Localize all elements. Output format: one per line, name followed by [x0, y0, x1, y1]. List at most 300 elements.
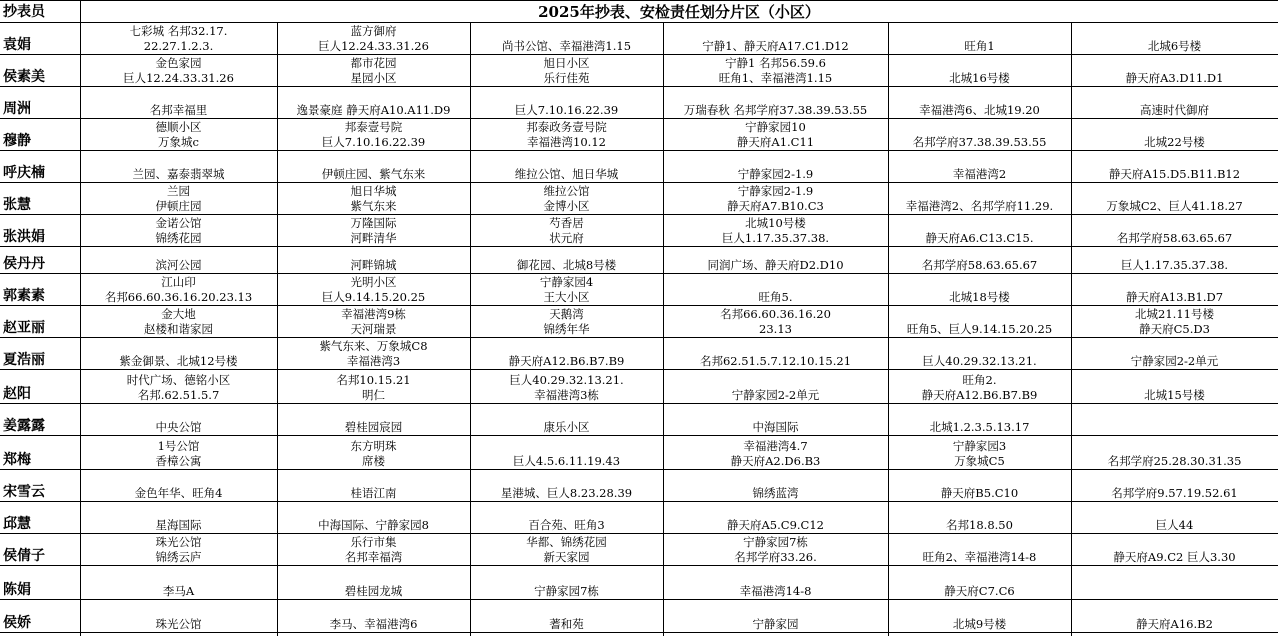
cell-line: 宁静1 名邦56.59.6: [725, 56, 826, 70]
cell-line: 同润广场、静天府D2.D10: [707, 258, 844, 272]
table-cell: [470, 565, 663, 599]
cell-line: 静天府A3.D11.D1: [1125, 71, 1224, 85]
grid-line-horizontal: [0, 501, 1278, 502]
cell-line: 名邦学府37.38.39.53.55: [912, 135, 1047, 149]
cell-line: 金博小区: [543, 199, 590, 213]
cell-line: 珠光公馆: [155, 617, 202, 631]
table-cell: [470, 469, 663, 501]
cell-line: 桂语江南: [350, 486, 397, 500]
cell-line: 珠光公馆: [155, 535, 202, 549]
table-cell: [470, 214, 663, 246]
table-cell: [888, 86, 1071, 118]
cell-line: 康乐小区: [543, 420, 590, 434]
cell-line: 静天府C7.C6: [944, 584, 1015, 598]
table-cell: [277, 337, 470, 369]
cell-line: 席楼: [362, 454, 385, 468]
cell-line: 幸福港湾3: [346, 354, 401, 368]
cell-line: 名邦学府25.28.30.31.35: [1107, 454, 1242, 468]
table-cell: [80, 118, 277, 150]
table-cell: [888, 273, 1071, 305]
cell-line: 华都、锦绣花园: [526, 535, 607, 549]
cell-line: 名邦.62.51.5.7: [137, 388, 220, 402]
cell-line: 紫金御景、北城12号楼: [119, 354, 238, 368]
table-cell: [470, 54, 663, 86]
table-cell: [470, 533, 663, 565]
table-cell: [888, 246, 1071, 273]
table-cell: [80, 54, 277, 86]
table-cell: [1071, 118, 1278, 150]
row-name: 郭素素: [3, 288, 45, 304]
cell-line: 名邦学府58.63.65.67: [921, 258, 1038, 272]
cell-line: 静天府A9.C2 巨人3.30: [1113, 550, 1236, 564]
cell-line: 碧桂园龙城: [344, 584, 403, 598]
table-cell: [470, 369, 663, 403]
cell-line: 中海国际、宁静家园8: [318, 518, 429, 532]
grid-line-horizontal: [0, 435, 1278, 436]
cell-line: 幸福港湾3栋: [534, 388, 599, 402]
table-cell: [1071, 565, 1278, 599]
grid-line-horizontal: [0, 246, 1278, 247]
table-cell: [80, 246, 277, 273]
cell-line: 巨人40.29.32.13.21.: [509, 373, 624, 387]
table-cell: [1071, 599, 1278, 632]
cell-line: 紫气东来: [350, 199, 397, 213]
cell-line: 静天府A12.B6.B7.B9: [508, 354, 625, 368]
table-cell: [80, 182, 277, 214]
table-cell: [888, 599, 1071, 632]
cell-line: 都市花园: [350, 56, 397, 70]
table-cell: [663, 150, 888, 182]
table-cell: [277, 305, 470, 337]
cell-line: 御花园、北城8号楼: [516, 258, 617, 272]
row-name: 呼庆楠: [3, 165, 45, 181]
table-cell: [470, 273, 663, 305]
cell-line: 伊顿庄园、紫气东来: [321, 167, 426, 181]
row-name: 张慧: [3, 197, 31, 213]
table-cell: [470, 246, 663, 273]
cell-line: 旺角5.: [758, 290, 793, 304]
row-name: 侯倩子: [3, 548, 45, 564]
cell-line: 万象城C5: [954, 454, 1005, 468]
table-cell: [277, 565, 470, 599]
table-cell: [663, 599, 888, 632]
cell-line: 百合苑、旺角3: [528, 518, 605, 532]
grid-line-horizontal: [0, 54, 1278, 55]
cell-line: 万象城c: [158, 135, 199, 149]
cell-line: 北城18号楼: [949, 290, 1010, 304]
table-cell: [80, 369, 277, 403]
row-name: 赵阳: [3, 386, 31, 402]
table-cell: [80, 435, 277, 469]
grid-line-vertical: [470, 22, 471, 636]
cell-line: 静天府B5.C10: [940, 486, 1019, 500]
cell-line: 维拉公馆: [543, 184, 590, 198]
cell-line: 北城16号楼: [949, 71, 1010, 85]
cell-line: 巨人44: [1155, 518, 1194, 532]
cell-line: 旺角2.: [962, 373, 997, 387]
table-cell: [663, 305, 888, 337]
table-cell: [277, 150, 470, 182]
grid-line-horizontal: [0, 214, 1278, 215]
grid-line-horizontal: [0, 632, 1278, 633]
cell-line: 宁静家园2-1.9: [737, 167, 814, 181]
cell-line: 邦泰壹号院: [344, 120, 403, 134]
table-cell: [1071, 369, 1278, 403]
table-cell: [277, 22, 470, 54]
table-cell: [1071, 150, 1278, 182]
row-name: 侯丹丹: [3, 256, 45, 272]
table-cell: [470, 501, 663, 533]
cell-line: 名邦学府58.63.65.67: [1116, 231, 1233, 245]
table-cell: [663, 273, 888, 305]
table-cell: [663, 369, 888, 403]
table-cell: [1071, 337, 1278, 369]
grid-line-horizontal: [0, 150, 1278, 151]
cell-line: 邦泰政务壹号院: [526, 120, 607, 134]
table-cell: [663, 435, 888, 469]
cell-line: 巨人1.17.35.37.38.: [721, 231, 830, 245]
table-cell: [888, 403, 1071, 435]
table-cell: [80, 501, 277, 533]
cell-line: 李马、幸福港湾6: [329, 617, 418, 631]
cell-line: 静天府A13.B1.D7: [1125, 290, 1224, 304]
row-name: 郑梅: [3, 452, 31, 468]
cell-line: 德顺小区: [155, 120, 202, 134]
grid-line-horizontal: [0, 369, 1278, 370]
table-cell: [277, 118, 470, 150]
cell-line: 时代广场、德铭小区: [126, 373, 231, 387]
table-cell: [470, 150, 663, 182]
cell-line: 万隆国际: [350, 216, 397, 230]
cell-line: 李马A: [162, 584, 195, 598]
cell-line: 光明小区: [350, 275, 397, 289]
cell-line: 宁静家园: [752, 617, 799, 631]
table-cell: [80, 22, 277, 54]
cell-line: 旭日小区: [543, 56, 590, 70]
table-cell: [663, 403, 888, 435]
table-cell: [663, 118, 888, 150]
cell-line: 巨人12.24.33.31.26: [318, 39, 429, 53]
cell-line: 巨人4.5.6.11.19.43: [512, 454, 621, 468]
table-cell: [470, 305, 663, 337]
cell-line: 河畔清华: [350, 231, 397, 245]
grid-line-horizontal: [0, 533, 1278, 534]
table-cell: [663, 214, 888, 246]
cell-line: 旺角2、幸福港湾14-8: [922, 550, 1037, 564]
cell-line: 星港城、巨人8.23.28.39: [500, 486, 633, 500]
cell-line: 金色年华、旺角4: [134, 486, 223, 500]
row-name: 夏浩丽: [3, 352, 45, 368]
row-name: 邱慧: [3, 516, 31, 532]
cell-line: 静天府A16.B2: [1136, 617, 1213, 631]
table-cell: [277, 273, 470, 305]
table-cell: [663, 22, 888, 54]
table-cell: [470, 86, 663, 118]
table-cell: [80, 599, 277, 632]
table-cell: [80, 150, 277, 182]
table-cell: [277, 533, 470, 565]
cell-line: 河畔锦城: [350, 258, 397, 272]
table-cell: [1071, 533, 1278, 565]
table-cell: [1071, 501, 1278, 533]
cell-line: 幸福港湾6、北城19.20: [919, 103, 1040, 117]
row-name: 侯素美: [3, 69, 45, 85]
cell-line: 旭日华城: [350, 184, 397, 198]
cell-line: 明仁: [362, 388, 385, 402]
cell-line: 巨人1.17.35.37.38.: [1120, 258, 1229, 272]
table-cell: [1071, 22, 1278, 54]
table-cell: [663, 469, 888, 501]
cell-line: 东方明珠: [350, 439, 397, 453]
cell-line: 宁静家园2-2单元: [731, 388, 820, 402]
cell-line: 巨人40.29.32.13.21.: [922, 354, 1037, 368]
cell-line: 万象城C2、巨人41.18.27: [1106, 199, 1243, 213]
grid-line-horizontal: [0, 599, 1278, 600]
cell-line: 巨人7.10.16.22.39: [514, 103, 619, 117]
table-cell: [1071, 403, 1278, 435]
table-cell: [1071, 86, 1278, 118]
cell-line: 滨河公园: [155, 258, 202, 272]
cell-line: 静天府A6.C13.C15.: [925, 231, 1034, 245]
cell-line: 中海国际: [752, 420, 799, 434]
cell-line: 王大小区: [543, 290, 590, 304]
cell-line: 静天府A1.C11: [736, 135, 815, 149]
table-cell: [470, 337, 663, 369]
cell-line: 天鹅湾: [549, 307, 584, 321]
grid-line-vertical: [888, 22, 889, 636]
cell-line: 静天府A2.D6.B3: [730, 454, 821, 468]
cell-line: 1号公馆: [157, 439, 200, 453]
table-cell: [1071, 469, 1278, 501]
cell-line: 中央公馆: [155, 420, 202, 434]
cell-line: 金色家园: [155, 56, 202, 70]
cell-line: 名邦10.15.21: [336, 373, 411, 387]
table-cell: [80, 469, 277, 501]
cell-line: 名邦66.60.36.16.20: [720, 307, 831, 321]
header-name-column: 抄表员: [3, 4, 45, 20]
cell-line: 静天府A15.D5.B11.B12: [1108, 167, 1241, 181]
grid-line-vertical: [277, 22, 278, 636]
cell-line: 尚书公馆、幸福港湾1.15: [501, 39, 632, 53]
grid-line-horizontal: [0, 22, 1278, 23]
cell-line: 名邦66.60.36.16.20.23.13: [104, 290, 253, 304]
grid-line-horizontal: [0, 86, 1278, 87]
table-cell: [470, 118, 663, 150]
row-name: 姜露露: [3, 418, 45, 434]
table-cell: [888, 533, 1071, 565]
cell-line: 芍香居: [549, 216, 584, 230]
cell-line: 幸福港湾2、名邦学府11.29.: [905, 199, 1054, 213]
cell-line: 北城9号楼: [952, 617, 1007, 631]
table-cell: [888, 305, 1071, 337]
grid-line-horizontal: [0, 565, 1278, 566]
cell-line: 名邦幸福湾: [344, 550, 403, 564]
grid-line-horizontal: [0, 273, 1278, 274]
row-name: 赵亚丽: [3, 320, 45, 336]
table-cell: [1071, 54, 1278, 86]
cell-line: 星园小区: [350, 71, 397, 85]
cell-line: 逸景豪庭 静天府A10.A11.D9: [296, 103, 451, 117]
cell-line: 巨人9.14.15.20.25: [321, 290, 426, 304]
table-cell: [1071, 182, 1278, 214]
table-cell: [277, 369, 470, 403]
table-cell: [80, 565, 277, 599]
cell-line: 北城1.2.3.5.13.17: [929, 420, 1030, 434]
cell-line: 幸福港湾14-8: [739, 584, 812, 598]
cell-line: 江山印: [161, 275, 196, 289]
table-cell: [277, 469, 470, 501]
row-name: 陈娟: [3, 582, 31, 598]
grid-line-horizontal: [0, 403, 1278, 404]
cell-line: 兰园: [167, 184, 190, 198]
cell-line: 名邦学府33.26.: [734, 550, 817, 564]
table-cell: [277, 86, 470, 118]
cell-line: 23.13: [759, 322, 792, 336]
cell-line: 名邦62.51.5.7.12.10.15.21: [699, 354, 852, 368]
table-title: 2025年抄表、安检责任划分片区（小区）: [538, 2, 820, 21]
cell-line: 碧桂园宸园: [344, 420, 403, 434]
table-cell: [663, 337, 888, 369]
table-cell: [888, 150, 1071, 182]
row-name: 侯娇: [3, 615, 31, 631]
cell-line: 锦绣云庐: [155, 550, 202, 564]
table-cell: [888, 22, 1071, 54]
cell-line: 锦绣花园: [155, 231, 202, 245]
table-cell: [1071, 273, 1278, 305]
cell-line: 星海国际: [155, 518, 202, 532]
cell-line: 静天府A5.C9.C12: [727, 518, 824, 532]
table-cell: [470, 182, 663, 214]
table-cell: [1071, 305, 1278, 337]
cell-line: 金诺公馆: [155, 216, 202, 230]
cell-line: 静天府A7.B10.C3: [727, 199, 824, 213]
cell-line: 22.27.1.2.3.: [143, 39, 214, 53]
table-cell: [663, 246, 888, 273]
cell-line: 锦绣年华: [543, 322, 590, 336]
table-cell: [888, 214, 1071, 246]
cell-line: 旺角1: [964, 39, 995, 53]
cell-line: 宁静家园4: [539, 275, 594, 289]
table-cell: [277, 54, 470, 86]
cell-line: 旺角1、幸福港湾1.15: [718, 71, 833, 85]
cell-line: 锦绣蓝湾: [752, 486, 799, 500]
cell-line: 宁静家园2-2单元: [1130, 354, 1219, 368]
table-cell: [80, 214, 277, 246]
cell-line: 高速时代御府: [1140, 103, 1209, 117]
table-cell: [888, 501, 1071, 533]
cell-line: 天河瑞景: [350, 322, 397, 336]
table-cell: [888, 118, 1071, 150]
table-cell: [888, 337, 1071, 369]
table-cell: [663, 86, 888, 118]
table-cell: [277, 214, 470, 246]
table-cell: [470, 403, 663, 435]
table-cell: [80, 403, 277, 435]
table-cell: [663, 565, 888, 599]
grid-line-vertical: [80, 0, 81, 636]
cell-line: 北城22号楼: [1144, 135, 1205, 149]
table-cell: [277, 435, 470, 469]
cell-line: 北城10号楼: [745, 216, 806, 230]
cell-line: 北城15号楼: [1144, 388, 1205, 402]
cell-line: 宁静家园10: [745, 120, 806, 134]
table-cell: [888, 565, 1071, 599]
cell-line: 幸福港湾4.7: [743, 439, 808, 453]
cell-line: 静天府A12.B6.B7.B9: [921, 388, 1038, 402]
grid-line-vertical: [1071, 22, 1072, 636]
table-cell: [663, 182, 888, 214]
table-cell: [277, 246, 470, 273]
grid-line-horizontal: [0, 305, 1278, 306]
table-cell: [1071, 435, 1278, 469]
cell-line: 蓍和苑: [549, 617, 584, 631]
table-cell: [888, 54, 1071, 86]
cell-line: 名邦学府9.57.19.52.61: [1111, 486, 1238, 500]
cell-line: 万瑞春秋 名邦学府37.38.39.53.55: [683, 103, 868, 117]
cell-line: 宁静1、静天府A17.C1.D12: [702, 39, 849, 53]
table-cell: [663, 54, 888, 86]
cell-line: 新天家园: [543, 550, 590, 564]
table-cell: [80, 533, 277, 565]
cell-line: 维拉公馆、旭日华城: [514, 167, 619, 181]
table-cell: [277, 182, 470, 214]
cell-line: 宁静家园7栋: [534, 584, 599, 598]
cell-line: 宁静家园7栋: [743, 535, 808, 549]
cell-line: 乐行市集: [350, 535, 397, 549]
row-name: 张洪娟: [3, 229, 45, 245]
cell-line: 名邦幸福里: [149, 103, 208, 117]
cell-line: 紫气东来、万象城C8: [319, 339, 428, 353]
row-name: 穆静: [3, 133, 31, 149]
cell-line: 乐行佳苑: [543, 71, 590, 85]
cell-line: 伊顿庄园: [155, 199, 202, 213]
cell-line: 巨人12.24.33.31.26: [123, 71, 234, 85]
cell-line: 金大地: [161, 307, 196, 321]
grid-line-horizontal: [0, 182, 1278, 183]
table-cell: [80, 305, 277, 337]
row-name: 周洲: [3, 101, 31, 117]
cell-line: 兰园、嘉泰翡翠城: [132, 167, 225, 181]
table-cell: [888, 369, 1071, 403]
cell-line: 香樟公寓: [155, 454, 202, 468]
table-cell: [888, 182, 1071, 214]
grid-line-horizontal: [0, 118, 1278, 119]
cell-line: 赵楼和谐家园: [144, 322, 213, 336]
cell-line: 蓝方御府: [350, 24, 397, 38]
table-cell: [1071, 214, 1278, 246]
grid-line-horizontal: [0, 337, 1278, 338]
cell-line: 北城21.11号楼: [1135, 307, 1214, 321]
table-cell: [80, 273, 277, 305]
cell-line: 巨人7.10.16.22.39: [321, 135, 426, 149]
cell-line: 北城6号楼: [1147, 39, 1202, 53]
table-cell: [277, 501, 470, 533]
grid-line-horizontal: [0, 469, 1278, 470]
cell-line: 名邦18.8.50: [946, 518, 1013, 532]
cell-line: 宁静家园2-1.9: [737, 184, 814, 198]
cell-line: 幸福港湾2: [952, 167, 1007, 181]
cell-line: 七彩城 名邦32.17.: [129, 24, 228, 38]
table-cell: [888, 469, 1071, 501]
table-cell: [1071, 246, 1278, 273]
cell-line: 静天府C5.D3: [1139, 322, 1210, 336]
cell-line: 幸福港湾10.12: [527, 135, 606, 149]
table-cell: [663, 501, 888, 533]
table-cell: [888, 435, 1071, 469]
grid-line-horizontal: [0, 0, 1278, 1]
table-cell: [277, 403, 470, 435]
table-cell: [470, 435, 663, 469]
